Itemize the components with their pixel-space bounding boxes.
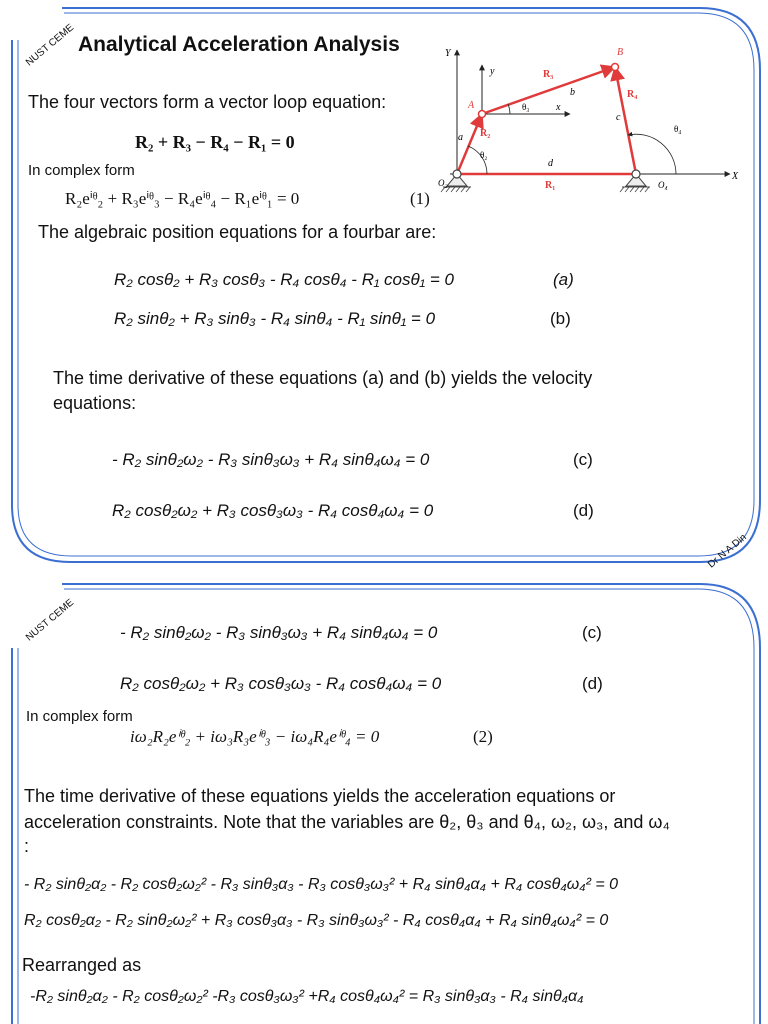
corner-tag: NUST CEME <box>24 597 77 644</box>
label-d: d <box>548 158 553 169</box>
equation-d: R₂ cosθ₂ω₂ + R₃ cosθ₃ω₃ - R₄ cosθ₄ω₄ = 0 <box>112 501 434 520</box>
equation-tag: (a) <box>553 270 574 289</box>
complex-form-label: In complex form <box>26 708 133 725</box>
rearranged-equation-1: -R₂ sinθ₂α₂ - R₂ cosθ₂ω₂² -R₃ cosθ₃ω₃² +R₄ cosθ₄ω₄² = R₃ sinθ₃α₃ - R₄ sinθ₄α₄ <box>30 988 584 1005</box>
label-X: X <box>732 171 739 182</box>
author-tag: Dr N A Din <box>706 531 749 571</box>
label-R3: R₃ <box>543 69 554 80</box>
complex-equation: iω₂R₂eⁱᶿ₂ + iω₃R₃eⁱᶿ₃ − iω₄R₄eⁱᶿ₄ = 0 <box>130 727 380 746</box>
velocity-intro-line-1: The time derivative of these equations (a) and (b) yields the velocity <box>53 368 593 388</box>
accel-intro-line-3: : <box>24 836 30 856</box>
label-Y: Y <box>445 48 451 59</box>
complex-equation: R₂eⁱᶿ₂ + R₃eⁱᶿ₃ − R₄eⁱᶿ₄ − R₁eⁱᶿ₁ = 0 <box>65 189 300 208</box>
position-intro-text: The algebraic position equations for a fourbar are: <box>38 222 437 242</box>
equation-tag: (2) <box>473 727 493 746</box>
equation-b: R₂ sinθ₂ + R₃ sinθ₃ - R₄ sinθ₄ - R₁ sinθ₁ = 0 <box>114 309 436 328</box>
equation-d: R₂ cosθ₂ω₂ + R₃ cosθ₃ω₃ - R₄ cosθ₄ω₄ = 0 <box>120 674 442 693</box>
slide-2 <box>0 578 768 1024</box>
label-a: a <box>458 132 463 143</box>
equation-tag: (d) <box>582 674 603 693</box>
accel-equation-1: - R₂ sinθ₂α₂ - R₂ cosθ₂ω₂² - R₃ sinθ₃α₃ - R₃ cosθ₃ω₃² + R₄ sinθ₄α₄ + R₄ cosθ₄ω₄² = 0 <box>24 876 619 893</box>
label-b: b <box>570 87 575 98</box>
label-theta3: θ₃ <box>522 102 530 112</box>
equation-c: - R₂ sinθ₂ω₂ - R₃ sinθ₃ω₃ + R₄ sinθ₄ω₄ = 0 <box>120 623 438 642</box>
intro-text: The four vectors form a vector loop equation: <box>28 92 387 112</box>
velocity-intro-line-2: equations: <box>53 393 137 413</box>
label-R4: R₄ <box>627 89 638 100</box>
pin-b <box>612 64 619 71</box>
accel-intro-line-1: The time derivative of these equations yields the acceleration equations or <box>24 786 616 806</box>
vector-loop-equation: R₂ + R₃ − R₄ − R₁ = 0 <box>135 132 295 152</box>
equation-tag: (c) <box>582 623 602 642</box>
pin-a <box>479 111 486 118</box>
equation-tag: (1) <box>410 189 430 208</box>
label-R2: R₂ <box>480 128 491 139</box>
label-x: x <box>556 102 561 113</box>
fourbar-diagram <box>440 40 745 200</box>
link-r2 <box>457 114 482 174</box>
label-y: y <box>490 66 495 77</box>
accel-intro-line-2: acceleration constraints. Note that the variables are θ₂, θ₃ and θ₄, ω₂, ω₃, and ω₄ <box>24 812 670 832</box>
label-theta2: θ₂ <box>480 150 488 160</box>
complex-form-label: In complex form <box>28 162 135 179</box>
label-O4: O₄ <box>658 180 668 190</box>
corner-tag: NUST CEME <box>24 22 77 69</box>
accel-equation-2: R₂ cosθ₂α₂ - R₂ sinθ₂ω₂² + R₃ cosθ₃α₃ - R₃ sinθ₃ω₃² - R₄ cosθ₄α₄ + R₄ sinθ₄ω₄² = 0 <box>24 912 609 929</box>
label-B: B <box>617 47 624 58</box>
equation-tag: (b) <box>550 309 571 328</box>
label-theta4: θ₄ <box>674 124 682 134</box>
label-R1: R₁ <box>545 180 556 191</box>
label-O2: O₂ <box>438 178 448 188</box>
equation-tag: (d) <box>573 501 594 520</box>
rearranged-label: Rearranged as <box>22 955 142 975</box>
equation-tag: (c) <box>573 450 593 469</box>
equation-c: - R₂ sinθ₂ω₂ - R₃ sinθ₃ω₃ + R₄ sinθ₄ω₄ = 0 <box>112 450 430 469</box>
label-c: c <box>616 112 621 123</box>
page-title: Analytical Acceleration Analysis <box>78 33 400 56</box>
label-A: A <box>468 100 475 111</box>
equation-a: R₂ cosθ₂ + R₃ cosθ₃ - R₄ cosθ₄ - R₁ cosθ₁ = 0 <box>114 270 454 289</box>
